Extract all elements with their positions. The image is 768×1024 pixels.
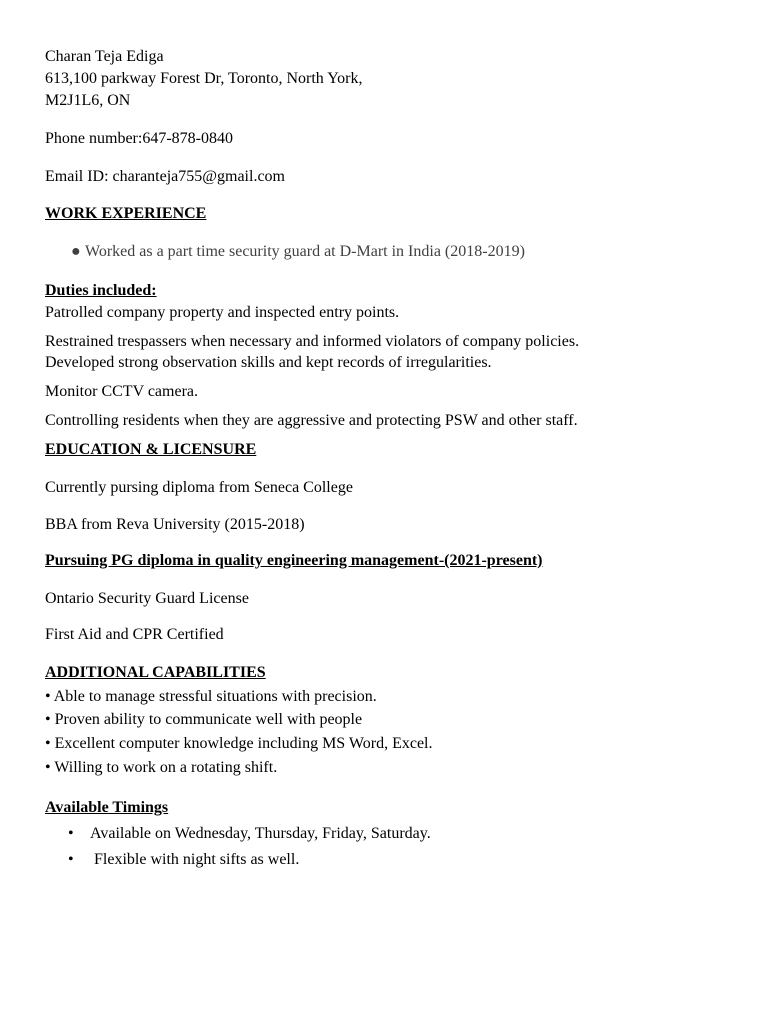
bullet-dot-icon: ●	[71, 243, 81, 260]
duty-item: Patrolled company property and inspected entry points.	[45, 304, 400, 321]
duties-heading: Duties included:	[45, 282, 157, 299]
work-experience-bullet	[71, 241, 525, 263]
duty-item: Monitor CCTV camera.	[45, 383, 199, 400]
education-item: Currently pursing diploma from Seneca College	[45, 479, 353, 496]
contact-address-line1: 613,100 parkway Forest Dr, Toronto, North York,	[45, 70, 363, 87]
work-experience-bullet-text: Worked as a part time security guard at D-Mart in India (2018-2019)	[85, 243, 525, 260]
duty-item: Controlling residents when they are aggressive and protecting PSW and other staff.	[45, 412, 578, 429]
capabilities-heading: ADDITIONAL CAPABILITIES	[45, 664, 266, 681]
work-experience-heading: WORK EXPERIENCE	[45, 205, 207, 222]
contact-email: Email ID: charanteja755@gmail.com	[45, 168, 285, 185]
contact-name: Charan Teja Ediga	[45, 48, 164, 65]
timing-item-text: Flexible with night sifts as well.	[90, 851, 300, 868]
license-item: Ontario Security Guard License	[45, 590, 249, 607]
timing-item	[68, 823, 431, 845]
contact-phone: Phone number:647-878-0840	[45, 130, 233, 147]
timing-item	[68, 849, 299, 871]
pg-diploma-heading: Pursuing PG diploma in quality engineering management-(2021-present)	[45, 552, 543, 569]
bullet-dot-icon: •	[68, 825, 74, 842]
education-item: BBA from Reva University (2015-2018)	[45, 516, 305, 533]
capability-item: • Proven ability to communicate well with people	[45, 711, 363, 728]
duty-item: Developed strong observation skills and kept records of irregularities.	[45, 354, 492, 371]
timing-item-text: Available on Wednesday, Thursday, Friday, Saturday.	[90, 825, 431, 842]
contact-address-line2: M2J1L6, ON	[45, 92, 131, 109]
license-item: First Aid and CPR Certified	[45, 626, 224, 643]
bullet-dot-icon: •	[68, 851, 74, 868]
education-heading: EDUCATION & LICENSURE	[45, 441, 257, 458]
timings-heading: Available Timings	[45, 799, 169, 816]
duty-item: Restrained trespassers when necessary and informed violators of company policies.	[45, 333, 580, 350]
capability-item: • Able to manage stressful situations with precision.	[45, 688, 377, 705]
capability-item: • Willing to work on a rotating shift.	[45, 759, 278, 776]
capability-item: • Excellent computer knowledge including MS Word, Excel.	[45, 735, 433, 752]
